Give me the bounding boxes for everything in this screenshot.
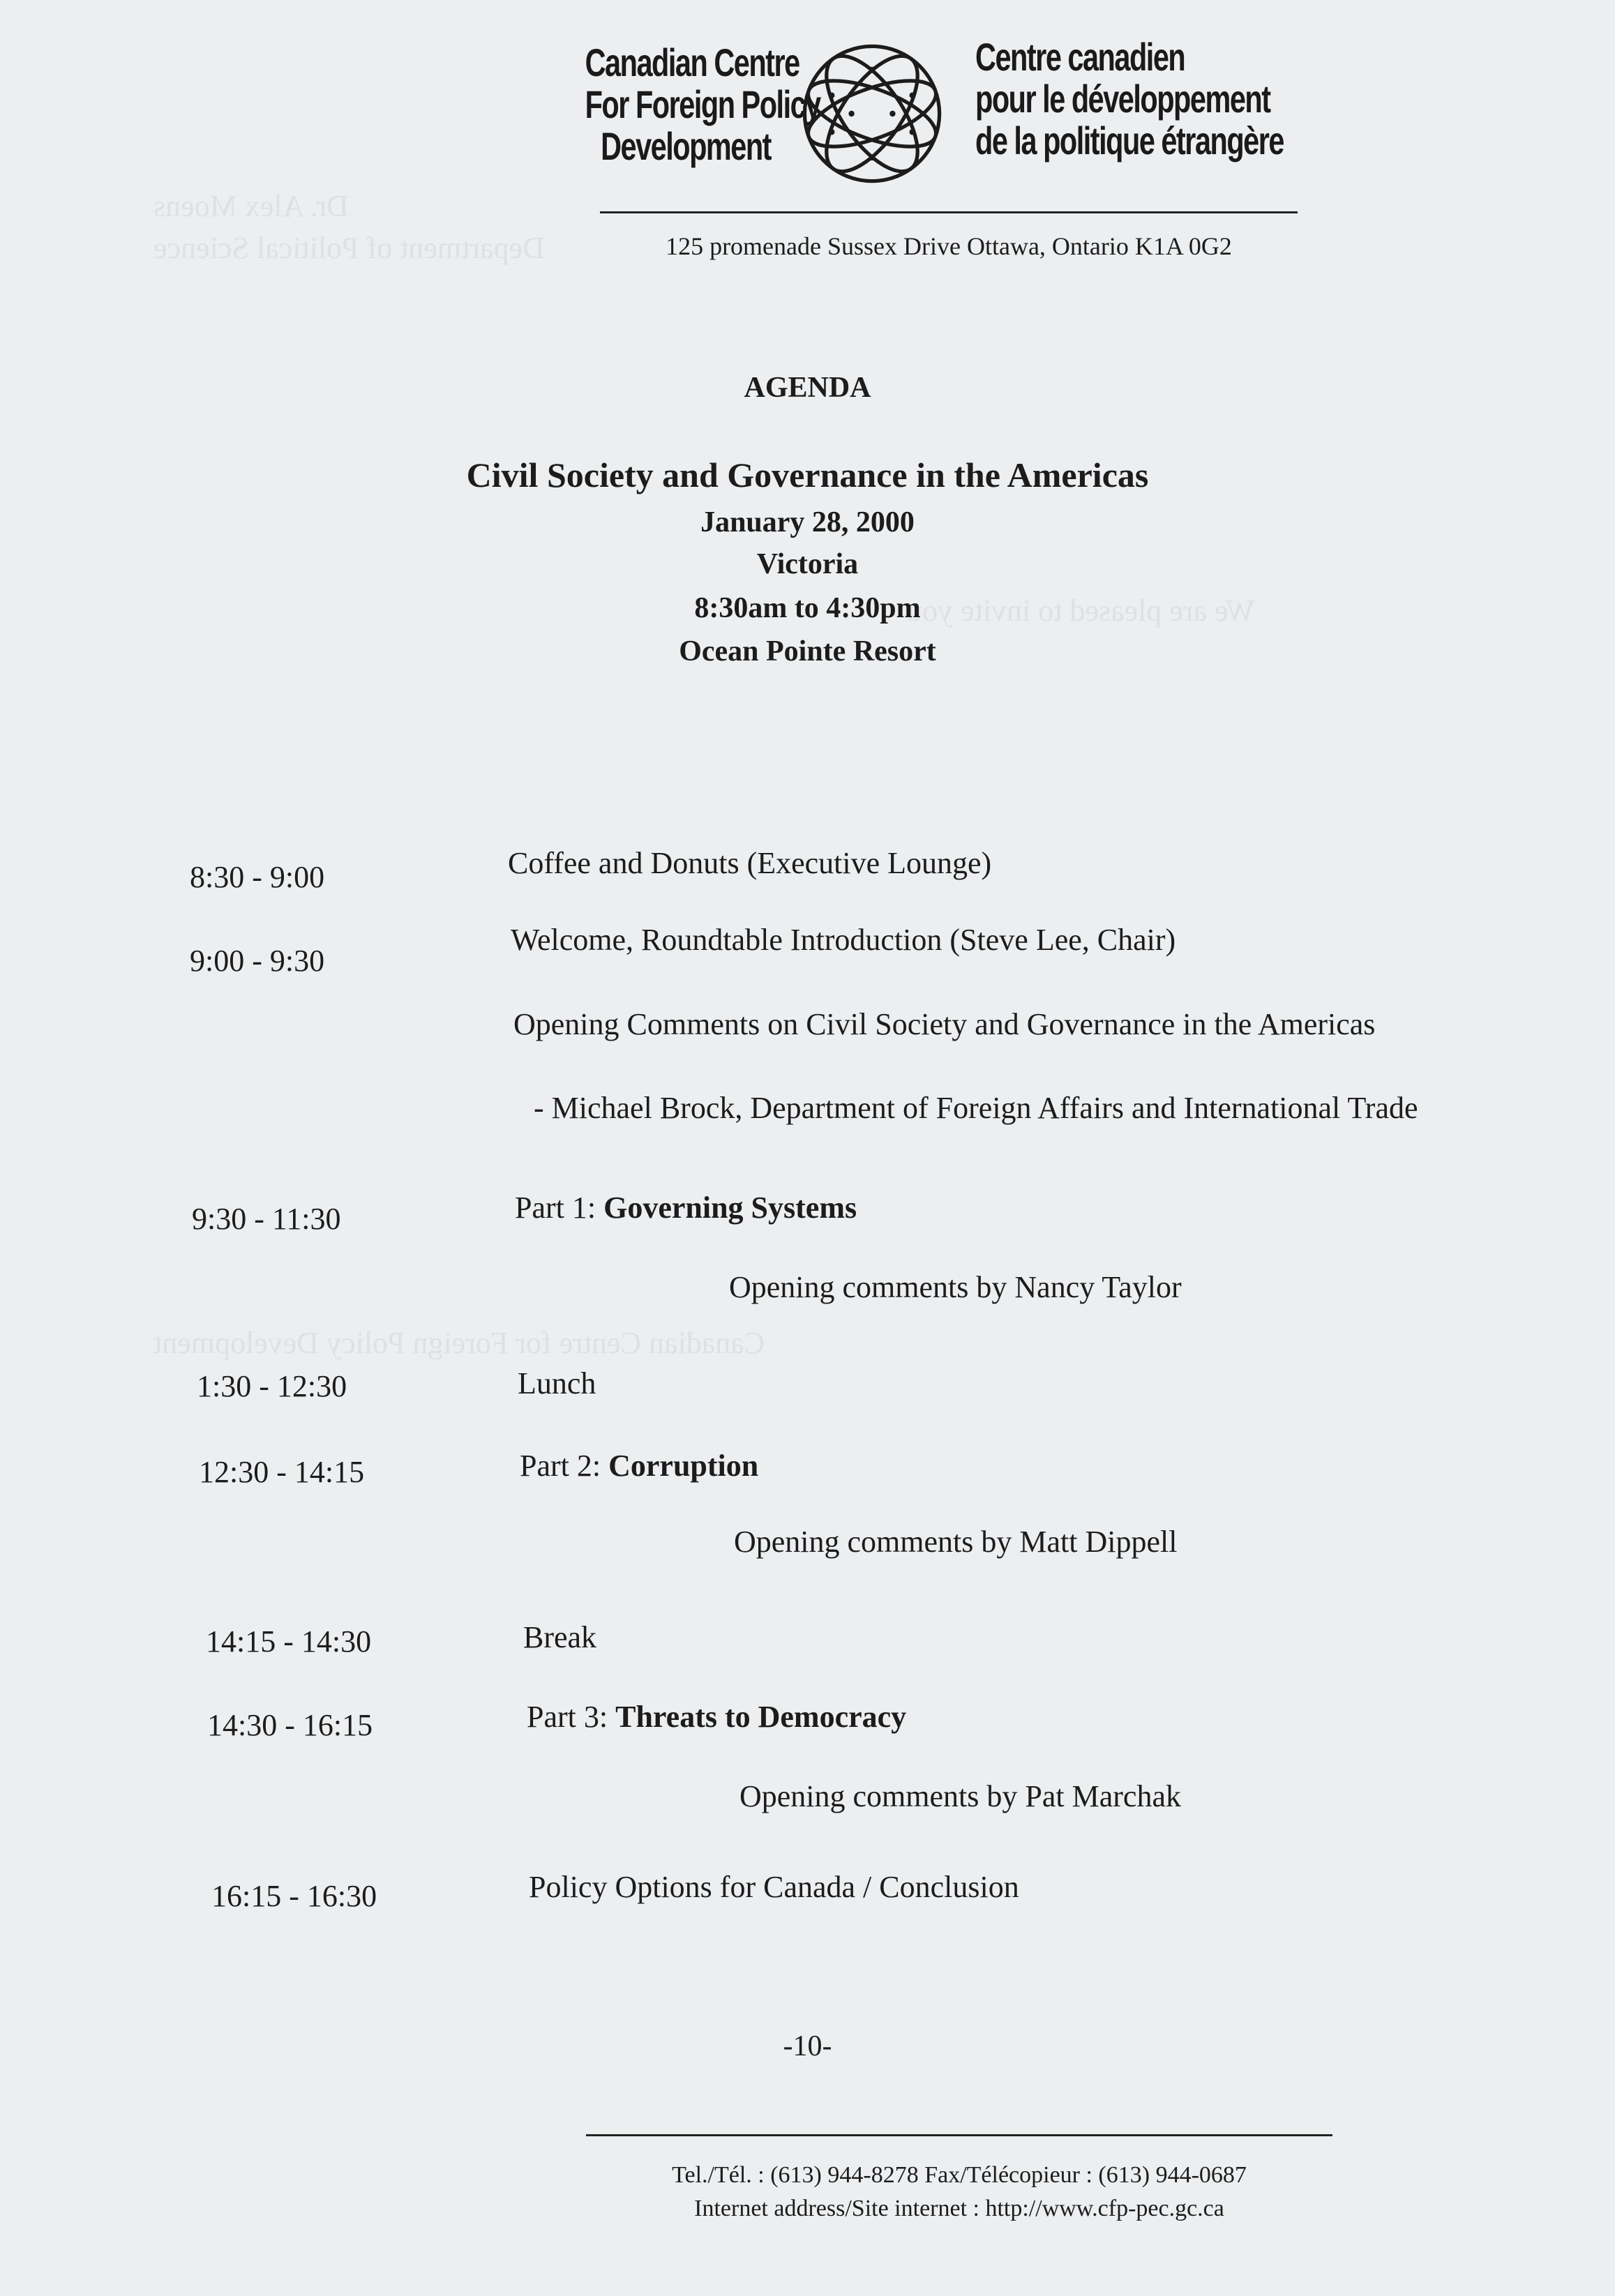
agenda-item: Welcome, Roundtable Introduction (Steve Lee, Chair) (511, 923, 1176, 957)
org-name-english: Canadian Centre For Foreign Policy Development (585, 40, 820, 168)
globe-icon (799, 40, 945, 187)
agenda-time: 14:15 - 14:30 (206, 1624, 372, 1659)
footer-contact: Tel./Tél. : (613) 944-8278 Fax/Télécopieur : (613) 944-0687 (672, 2162, 1247, 2188)
show-through-text: Dr. Alex Moens (153, 189, 349, 223)
agenda-speaker: Opening comments by Matt Dippell (734, 1525, 1178, 1559)
letterhead-address: 125 promenade Sussex Drive Ottawa, Ontario K1A 0G2 (666, 232, 1232, 260)
session-title: Corruption (608, 1449, 759, 1483)
agenda-time: 8:30 - 9:00 (190, 860, 325, 894)
agenda-item: Part 2: Corruption (520, 1449, 759, 1483)
agenda-time: 1:30 - 12:30 (197, 1369, 347, 1403)
agenda-time: 9:30 - 11:30 (192, 1202, 341, 1236)
conference-date: January 28, 2000 (700, 506, 915, 538)
agenda-speaker: Opening comments by Nancy Taylor (729, 1270, 1182, 1304)
conference-title: Civil Society and Governance in the Americas (466, 455, 1149, 494)
show-through-text: Canadian Centre for Foreign Policy Development (153, 1326, 765, 1360)
letterhead-divider (600, 211, 1298, 213)
document-label: AGENDA (744, 372, 871, 404)
session-title: Governing Systems (603, 1191, 857, 1225)
conference-hours: 8:30am to 4:30pm (694, 592, 921, 624)
agenda-subitem: Opening Comments on Civil Society and Governance in the Americas (513, 1007, 1376, 1041)
page-number: -10- (783, 2030, 832, 2062)
conference-city: Victoria (756, 548, 859, 580)
show-through-text: We are pleased to invite you (907, 594, 1255, 628)
org-name-french: Centre canadien pour le développement de la politique étrangère (975, 35, 1284, 163)
agenda-item: Coffee and Donuts (Executive Lounge) (508, 846, 992, 880)
agenda-item: Policy Options for Canada / Conclusion (529, 1870, 1019, 1904)
conference-venue: Ocean Pointe Resort (679, 635, 936, 667)
agenda-item: Part 1: Governing Systems (515, 1191, 857, 1225)
agenda-time: 14:30 - 16:15 (207, 1708, 373, 1742)
agenda-time: 9:00 - 9:30 (190, 944, 325, 978)
show-through-text: Department of Political Science (153, 231, 545, 265)
agenda-time: 12:30 - 14:15 (199, 1455, 365, 1489)
footer-divider (586, 2134, 1332, 2136)
agenda-speaker: Opening comments by Pat Marchak (739, 1779, 1181, 1813)
footer-website: Internet address/Site internet : http://www.cfp-pec.gc.ca (694, 2196, 1224, 2221)
agenda-item: Lunch (518, 1366, 596, 1400)
agenda-time: 16:15 - 16:30 (211, 1879, 377, 1913)
agenda-item: Part 3: Threats to Democracy (527, 1700, 907, 1734)
agenda-speaker: - Michael Brock, Department of Foreign Affairs and International Trade (534, 1091, 1418, 1125)
agenda-item: Break (523, 1620, 597, 1654)
session-title: Threats to Democracy (615, 1700, 907, 1734)
